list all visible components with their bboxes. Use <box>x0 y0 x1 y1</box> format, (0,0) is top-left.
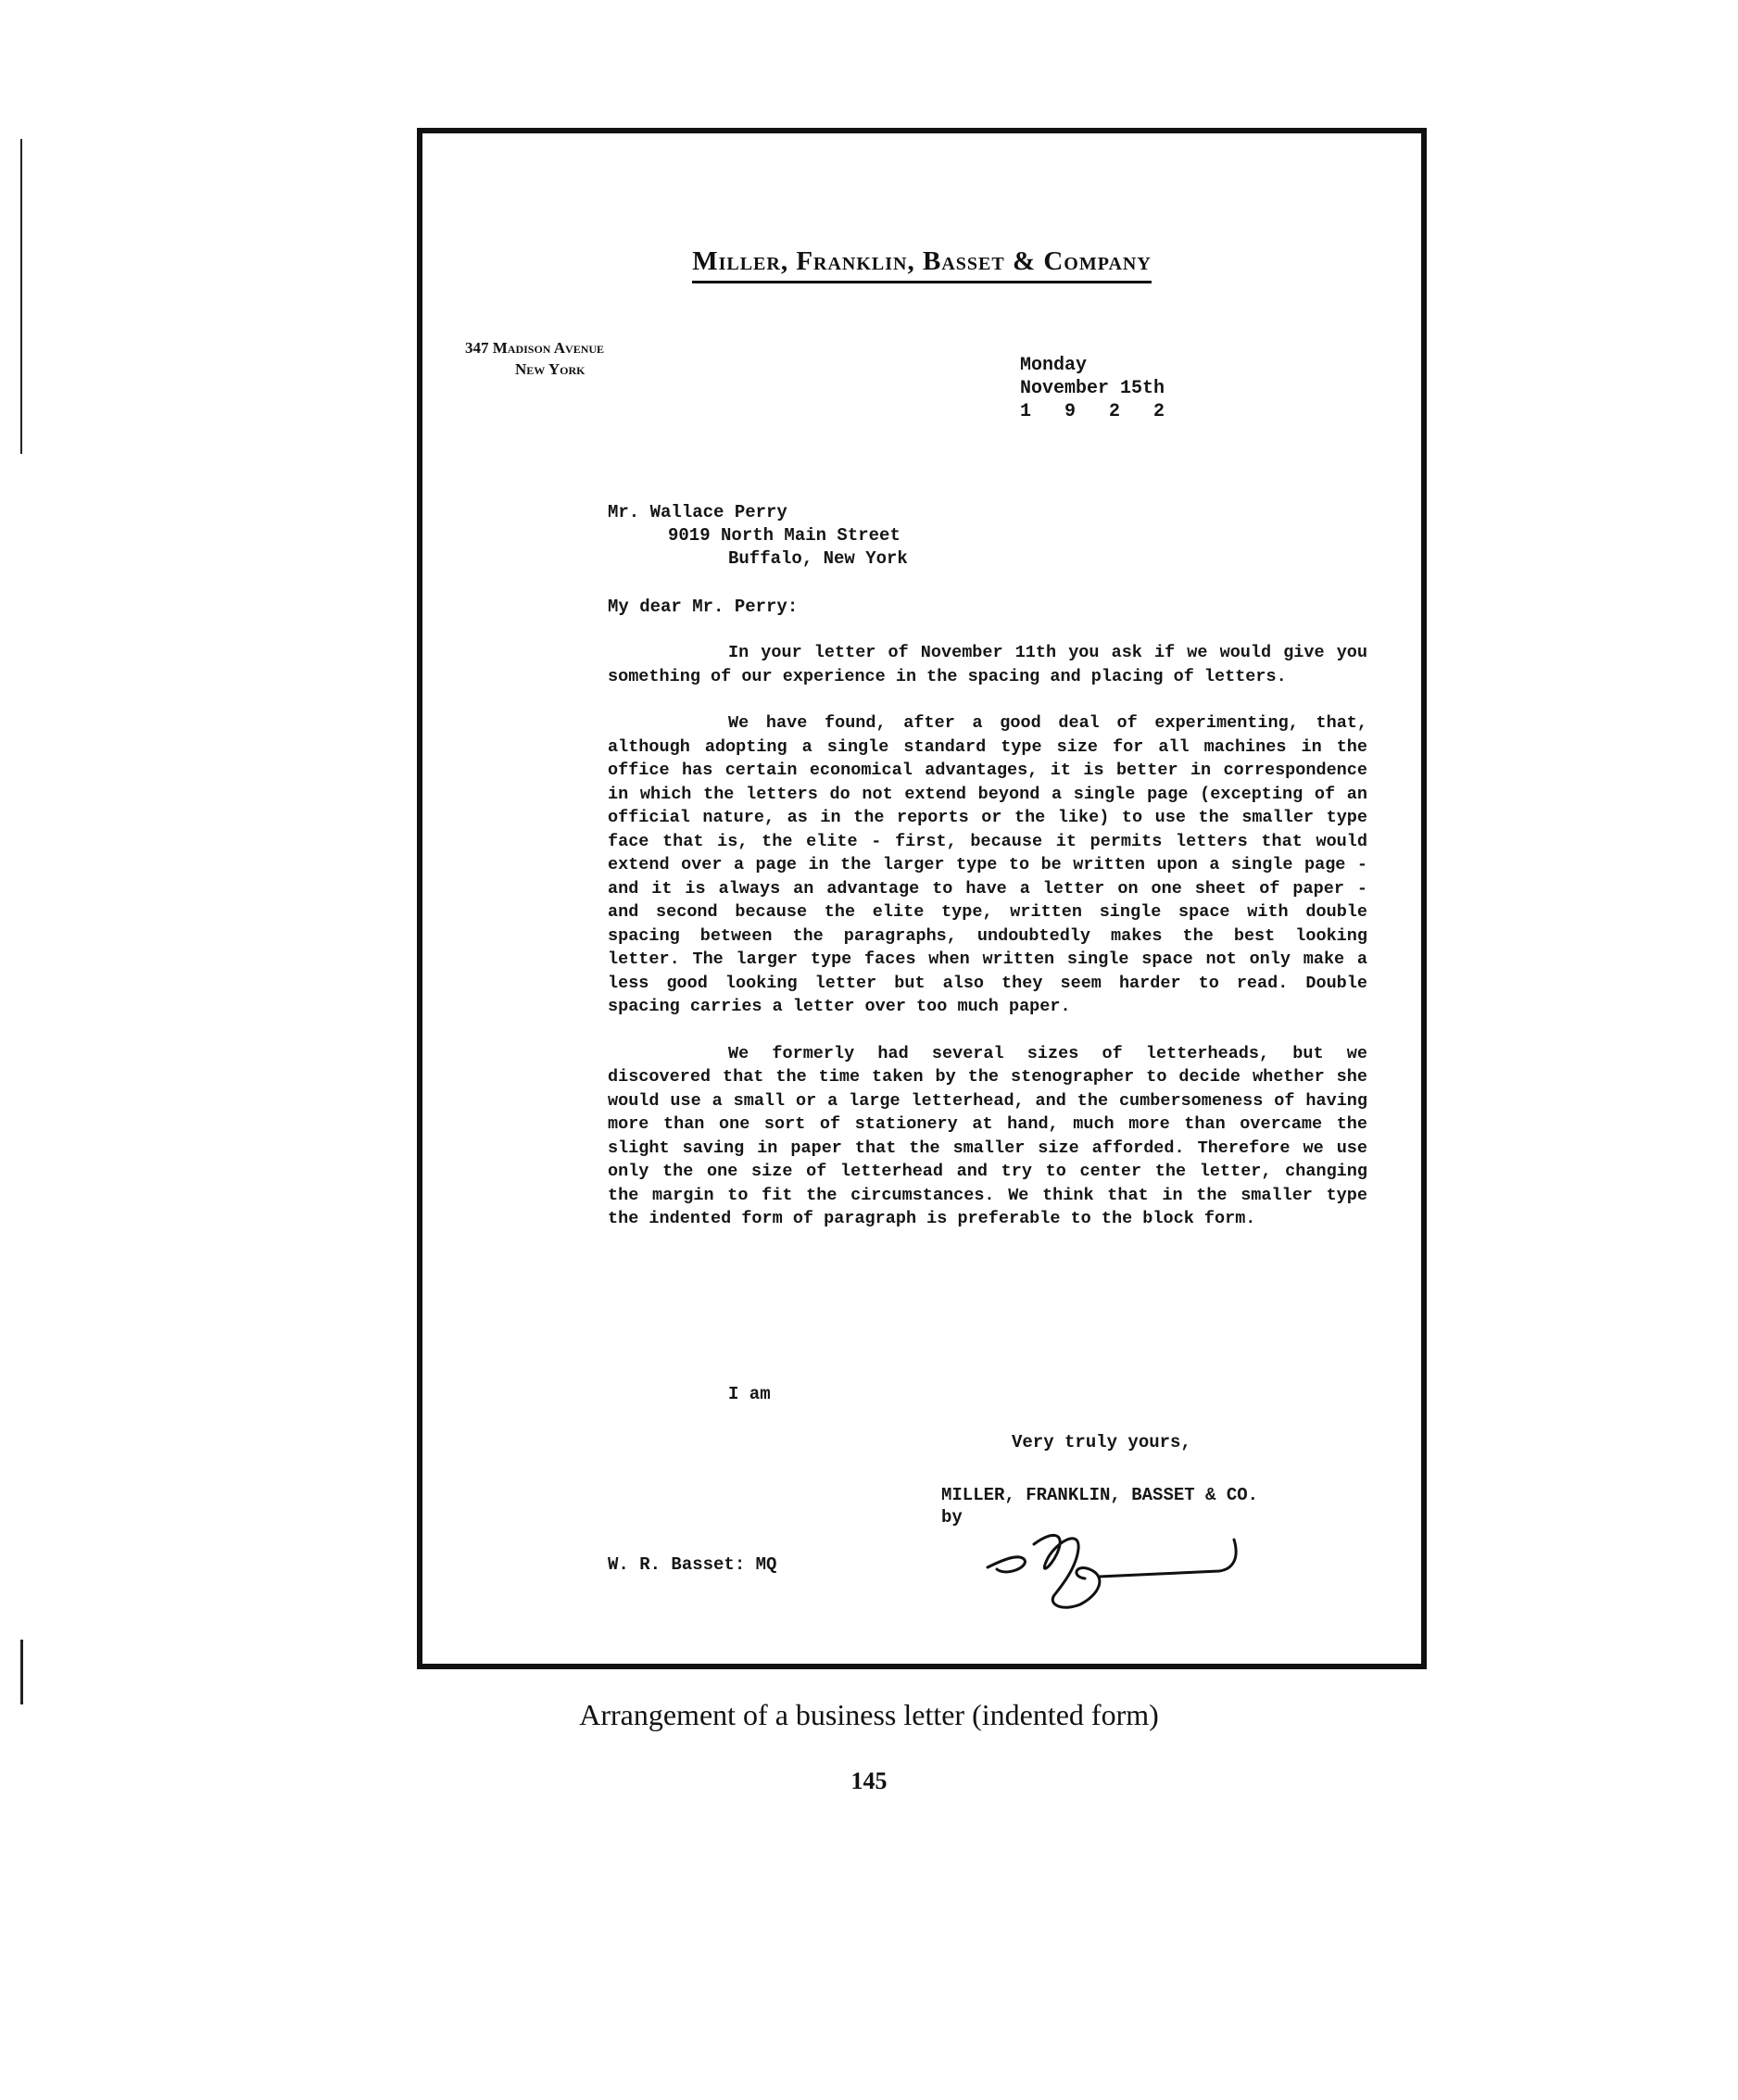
body-paragraph: In your letter of November 11th you ask if we would give you something of our experience in the spacing and placing of letters. <box>608 643 1367 686</box>
recipient-city: Buffalo, New York <box>728 548 908 569</box>
address-city: New York <box>515 360 586 378</box>
company-address <box>465 337 604 380</box>
salutation: My dear Mr. Perry: <box>608 597 799 617</box>
date-year: 1 9 2 2 <box>1020 401 1177 422</box>
letter-frame <box>417 128 1427 1669</box>
body-paragraph: We have found, after a good deal of experimenting, that, although adopting a single standard type size for all machines in the office has certain economical advantages, it is better in correspondence in which the letters do not extend beyond a single page (excepting of an official nature, as in the reports or the like) to use the smaller type face that is, the elite - first, because it permits letters that would extend over a page in the larger type to be written upon a single page - and it is always an advantage to have a letter on one sheet of paper - and second because the elite type, written single space with double spacing between the paragraphs, undoubtedly makes the best looking letter. The larger type faces when written single space not only make a less good looking letter but also they seem harder to read. Double spacing carries a letter over too much paper. <box>608 713 1367 1016</box>
company-name: Miller, Franklin, Basset & Company <box>692 246 1152 283</box>
firm-signature: MILLER, FRANKLIN, BASSET & CO. <box>941 1485 1259 1505</box>
page-number: 145 <box>850 1767 888 1794</box>
body-paragraph: We formerly had several sizes of letterheads, but we discovered that the time taken by the stenographer to decide whether she would use a small or a large letterhead, and the cumbersomeness of having more than one sort of stationery at hand, much more than overcame the slight saving in paper that the smaller size afforded. Therefore we use only the one size of letterhead and try to center the letter, changing the margin to fit the circumstances. We think that in the smaller type the indented form of paragraph is preferable to the block form. <box>608 1043 1367 1228</box>
date-weekday: Monday <box>1020 355 1088 376</box>
scan-edge-mark <box>20 139 22 454</box>
date-month-day: November 15th <box>1020 378 1165 399</box>
recipient-street: 9019 North Main Street <box>668 525 900 546</box>
complimentary-close: Very truly yours, <box>1012 1432 1191 1452</box>
letterhead <box>422 246 1421 283</box>
by-label: by <box>941 1507 963 1528</box>
recipient-block <box>608 501 908 571</box>
recipient-name: Mr. Wallace Perry <box>608 502 787 522</box>
address-street: 347 Madison Avenue <box>465 339 605 357</box>
letter-body <box>608 641 1367 1254</box>
typist-initials: W. R. Basset: MQ <box>608 1554 777 1575</box>
letter-date <box>1020 354 1176 423</box>
scan-edge-mark <box>20 1640 23 1704</box>
closing-line: I am <box>728 1384 771 1404</box>
handwritten-signature <box>969 1503 1266 1623</box>
figure-caption: Arrangement of a business letter (indented form) <box>579 1698 1159 1731</box>
